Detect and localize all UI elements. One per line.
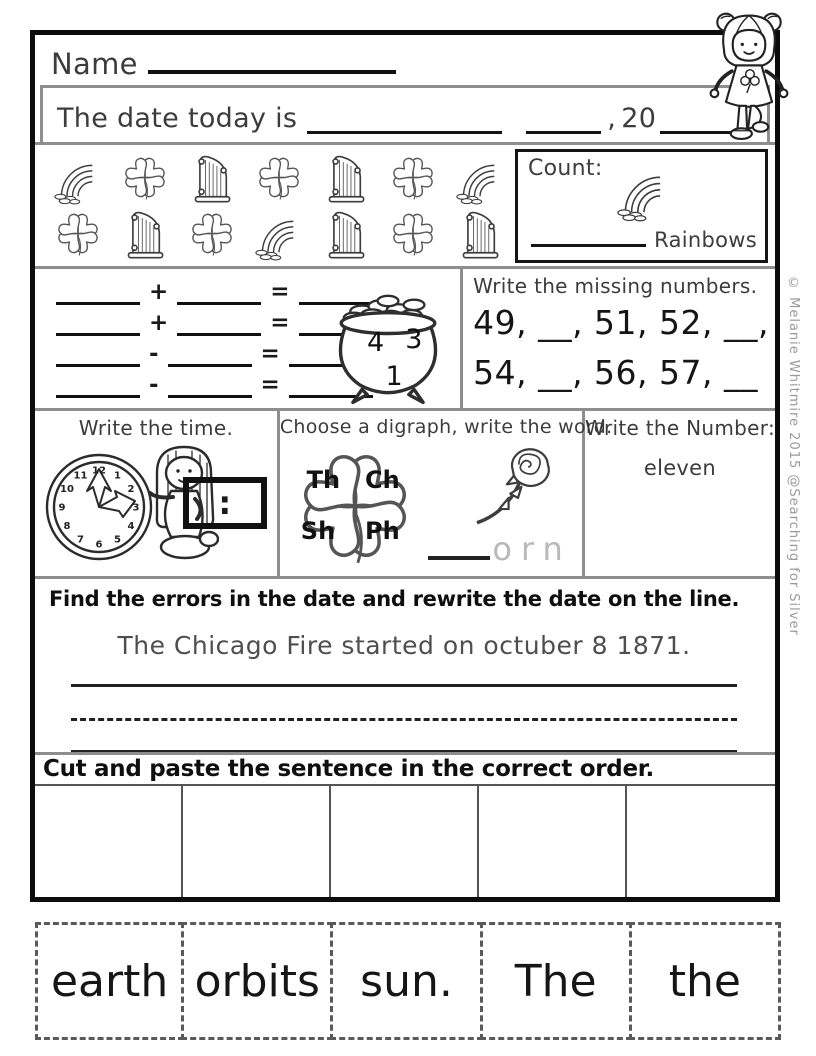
copyright-text: © Melanie Whitmire 2015 @Searching for Silver bbox=[786, 276, 801, 636]
clover-icon bbox=[282, 435, 428, 577]
missing-numbers-cell bbox=[463, 269, 775, 408]
paste-box[interactable] bbox=[35, 786, 183, 897]
svg-text:10: 10 bbox=[59, 484, 74, 495]
digraph-option-th[interactable]: Th bbox=[306, 466, 341, 495]
count-unit-label: Rainbows bbox=[654, 228, 757, 252]
count-label: Count: bbox=[528, 156, 603, 181]
math-answer-blank[interactable] bbox=[177, 316, 261, 336]
date-prefix: The date today is bbox=[57, 103, 298, 134]
math-answer-blank[interactable] bbox=[168, 378, 252, 398]
math-answer-blank[interactable] bbox=[56, 378, 140, 398]
pot-of-gold bbox=[322, 275, 454, 405]
operator-sign: - bbox=[149, 340, 159, 367]
math-answer-blank[interactable] bbox=[177, 285, 261, 305]
writing-line-middle-dashed[interactable] bbox=[71, 718, 737, 721]
clover-icon bbox=[181, 206, 243, 261]
pot-number: 1 bbox=[385, 360, 403, 392]
writing-line-top[interactable] bbox=[71, 684, 737, 687]
math-answer-blank[interactable] bbox=[56, 285, 140, 305]
operator-sign: + bbox=[149, 278, 169, 305]
clover-icon bbox=[382, 150, 444, 205]
write-time-cell bbox=[35, 411, 277, 576]
equals-sign: = bbox=[260, 371, 280, 398]
error-sentence: The Chicago Fire started on octuber 8 1871. bbox=[117, 631, 691, 660]
count-box bbox=[515, 149, 768, 263]
word-card[interactable]: sun. bbox=[330, 922, 482, 1040]
operator-sign: + bbox=[149, 309, 169, 336]
worksheet-sheet bbox=[30, 30, 780, 902]
digraph-cell bbox=[277, 411, 613, 576]
word-card[interactable]: earth bbox=[35, 922, 184, 1040]
write-number-title: Write the Number: bbox=[584, 416, 775, 440]
harp-icon bbox=[114, 206, 176, 261]
math-answer-blank[interactable] bbox=[56, 316, 140, 336]
date-comma: , bbox=[607, 103, 617, 134]
number-sequence-line-2[interactable]: 54, __, 56, 57, __ bbox=[473, 352, 759, 392]
paste-box[interactable] bbox=[479, 786, 627, 897]
operator-sign: - bbox=[149, 371, 159, 398]
time-digraph-number-section bbox=[35, 408, 775, 576]
paste-box[interactable] bbox=[183, 786, 331, 897]
svg-text:5: 5 bbox=[114, 534, 121, 546]
count-answer-blank[interactable] bbox=[531, 229, 646, 247]
clover-icon bbox=[248, 150, 310, 205]
year-prefix: 20 bbox=[621, 103, 657, 134]
counting-clipart-grid bbox=[35, 145, 513, 266]
svg-text:8: 8 bbox=[63, 521, 71, 532]
name-label: Name bbox=[51, 47, 138, 81]
svg-text:11: 11 bbox=[73, 470, 88, 482]
digraph-option-ph[interactable]: Ph bbox=[365, 517, 400, 546]
digraph-option-ch[interactable]: Ch bbox=[365, 466, 400, 495]
name-row bbox=[35, 35, 775, 85]
paste-box[interactable] bbox=[627, 786, 775, 897]
digraph-answer-line bbox=[428, 530, 571, 568]
cut-paste-title: Cut and paste the sentence in the correct order. bbox=[43, 756, 654, 782]
math-answer-blank[interactable] bbox=[168, 347, 252, 367]
digraph-title: Choose a digraph, write the word. bbox=[279, 416, 613, 438]
word-card[interactable]: orbits bbox=[181, 922, 333, 1040]
trace-letters: orn bbox=[492, 530, 572, 568]
math-answer-blank[interactable] bbox=[56, 347, 140, 367]
digraph-blank[interactable] bbox=[428, 536, 490, 560]
name-input-line[interactable] bbox=[148, 50, 396, 74]
harp-icon bbox=[449, 206, 511, 261]
equals-sign: = bbox=[260, 340, 280, 367]
cut-paste-section bbox=[35, 752, 775, 897]
rainbow-icon bbox=[610, 160, 678, 222]
harp-icon bbox=[315, 150, 377, 205]
clover-icon bbox=[382, 206, 444, 261]
write-time-title: Write the time. bbox=[78, 416, 234, 440]
equals-sign: = bbox=[270, 309, 290, 336]
colon-mark: : bbox=[218, 484, 232, 522]
svg-text:1: 1 bbox=[114, 470, 121, 482]
word-cards-strip bbox=[35, 922, 781, 1040]
pot-number: 3 bbox=[405, 324, 423, 356]
time-answer-box[interactable] bbox=[183, 477, 267, 529]
math-equations-cell bbox=[35, 269, 463, 408]
rainbow-icon bbox=[248, 206, 310, 261]
rainbow-icon bbox=[47, 150, 109, 205]
counting-section bbox=[35, 142, 775, 266]
girl-clipart bbox=[701, 6, 797, 148]
word-card[interactable]: the bbox=[629, 922, 781, 1040]
svg-text:6: 6 bbox=[95, 539, 103, 551]
harp-icon bbox=[181, 150, 243, 205]
find-errors-section bbox=[35, 576, 775, 752]
paste-box[interactable] bbox=[331, 786, 479, 897]
word-card[interactable]: The bbox=[480, 922, 632, 1040]
missing-numbers-title: Write the missing numbers. bbox=[473, 274, 758, 298]
number-word: eleven bbox=[643, 456, 716, 480]
clover-icon bbox=[114, 150, 176, 205]
rose-icon bbox=[458, 439, 566, 533]
svg-text:12: 12 bbox=[92, 465, 106, 477]
date-sentence-box bbox=[40, 85, 770, 142]
date-month-blank[interactable] bbox=[307, 116, 502, 134]
rainbow-icon bbox=[449, 150, 511, 205]
paste-boxes-grid bbox=[35, 784, 775, 897]
clover-icon bbox=[47, 206, 109, 261]
svg-text:7: 7 bbox=[77, 534, 84, 546]
harp-icon bbox=[315, 206, 377, 261]
math-section bbox=[35, 266, 775, 408]
date-day-blank[interactable] bbox=[526, 116, 601, 134]
svg-text:2: 2 bbox=[127, 484, 135, 495]
number-sequence-line-1[interactable]: 49, __, 51, 52, __, bbox=[473, 303, 769, 342]
equals-sign: = bbox=[270, 278, 290, 305]
write-number-cell bbox=[585, 411, 775, 576]
svg-text:9: 9 bbox=[58, 502, 66, 514]
svg-text:3: 3 bbox=[132, 502, 140, 514]
digraph-clover bbox=[282, 435, 428, 577]
find-errors-title: Find the errors in the date and rewrite the date on the line. bbox=[49, 587, 740, 611]
svg-text:4: 4 bbox=[127, 521, 135, 532]
digraph-option-sh[interactable]: Sh bbox=[300, 517, 336, 546]
pot-number: 4 bbox=[366, 327, 385, 358]
